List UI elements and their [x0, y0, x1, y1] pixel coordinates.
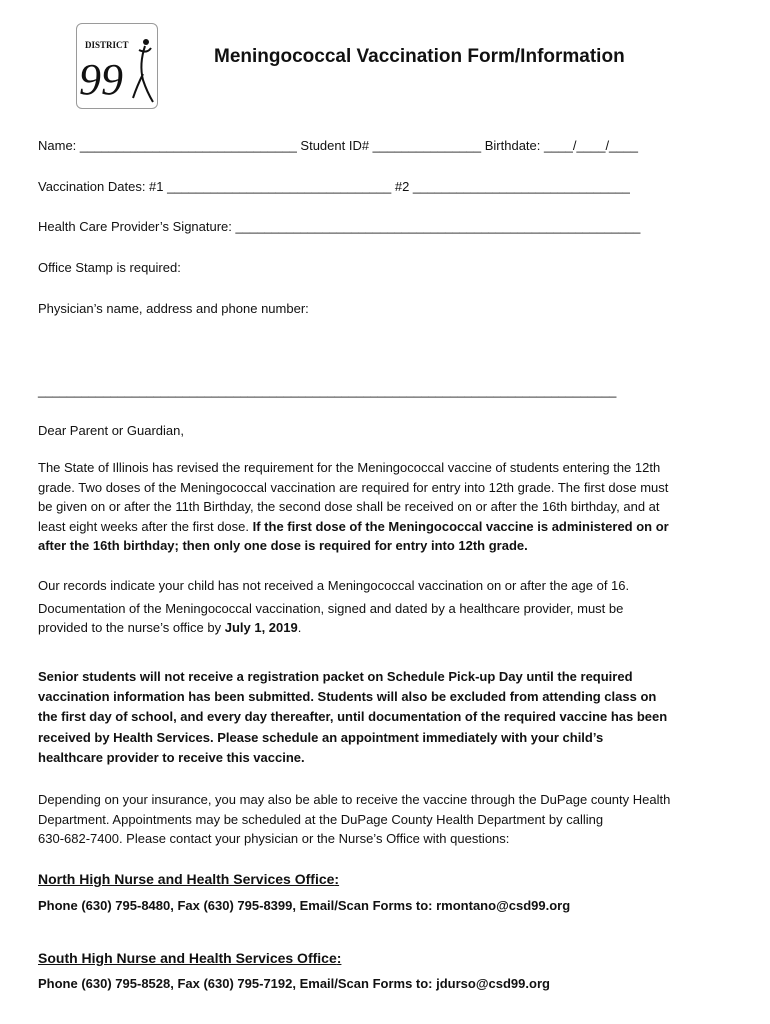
south-office-heading-text: South High Nurse and Health Services Office: [38, 950, 337, 966]
north-office-heading: [38, 871, 339, 887]
warning-line: Senior students will not receive a registration packet on Schedule Pick-up Day until the required: [38, 669, 633, 684]
requirement-line: The State of Illinois has revised the requirement for the Meningococcal vaccine of students entering the 12th: [38, 460, 661, 475]
warning-paragraph: [38, 667, 718, 768]
warning-line: vaccination information has been submitted. Students will also be excluded from attending class on: [38, 689, 657, 705]
records-line: [38, 618, 718, 638]
office-stamp-label: Office Stamp is required:: [38, 260, 181, 275]
south-office-heading-colon: :: [336, 950, 342, 966]
logo-figure-body: [133, 46, 153, 102]
warning-line: the first day of school, and every day thereafter, until documentation of the required vaccine has been: [38, 709, 668, 725]
requirement-bold-line: after the 16th birthday; then only one dose is required for entry into 12th grade.: [38, 538, 528, 553]
warning-line: healthcare provider to receive this vaccine.: [38, 749, 305, 765]
south-office-contact: Phone (630) 795-8528, Fax (630) 795-7192, Email/Scan Forms to: jdurso@csd99.org: [38, 976, 550, 991]
district-99-logo: [76, 23, 158, 109]
requirement-line: grade. Two doses of the Meningococcal vaccination are required for entry into 12th grade. The first dose must: [38, 479, 669, 495]
warning-line: received by Health Services. Please schedule an appointment immediately with your child’s: [38, 729, 604, 745]
name-id-birthdate-line: Name: ______________________________ Student ID# _______________ Birthdate: ____/____/____: [38, 138, 638, 153]
north-office-heading-colon: :: [334, 871, 340, 887]
requirement-line: be given on or after the 11th Birthday, the second dose shall be received on or after the 16th birthday, and at: [38, 499, 660, 514]
logo-figure-head: [143, 39, 149, 45]
insurance-paragraph: [38, 790, 718, 849]
vaccination-dates-line: Vaccination Dates: #1 _______________________________ #2 ______________________________: [38, 179, 630, 194]
deadline-date: July 1, 2019: [224, 620, 298, 635]
page-title: Meningococcal Vaccination Form/Information: [214, 46, 625, 67]
logo-number: 99: [79, 55, 123, 104]
records-text: provided to the nurse’s office by: [38, 620, 222, 635]
physician-info-label: Physician’s name, address and phone number:: [38, 301, 309, 316]
records-paragraph: [38, 576, 718, 638]
physician-info-rule: ________________________________________________________________________________: [38, 383, 617, 398]
records-line: Documentation of the Meningococcal vaccination, signed and dated by a healthcare provider, must be: [38, 600, 624, 616]
requirement-paragraph: [38, 458, 718, 556]
records-period: .: [297, 620, 302, 635]
insurance-line: Depending on your insurance, you may also be able to receive the vaccine through the DuPage county Health: [38, 792, 671, 807]
south-office-heading: [38, 950, 341, 966]
insurance-line: Department. Appointments may be scheduled at the DuPage County Health Department by calling: [38, 811, 604, 827]
requirement-text: least eight weeks after the first dose.: [38, 518, 249, 534]
requirement-line: [38, 517, 718, 537]
district-99-logo-graphic: [77, 24, 157, 108]
insurance-line: 630-682-7400. Please contact your physician or the Nurse’s Office with questions:: [38, 831, 510, 846]
logo-district-text: DISTRICT: [85, 40, 129, 50]
north-office-contact: Phone (630) 795-8480, Fax (630) 795-8399, Email/Scan Forms to: rmontano@csd99.org: [38, 898, 571, 913]
salutation: Dear Parent or Guardian,: [38, 423, 184, 438]
north-office-heading-text: North High Nurse and Health Services Office: [38, 871, 335, 887]
provider-signature-line: Health Care Provider’s Signature: ________________________________________________________: [38, 219, 641, 234]
requirement-bold-text: If the first dose of the Meningococcal vaccine is administered on or: [252, 518, 669, 534]
records-line: Our records indicate your child has not received a Meningococcal vaccination on or after the age of 16.: [38, 578, 630, 593]
